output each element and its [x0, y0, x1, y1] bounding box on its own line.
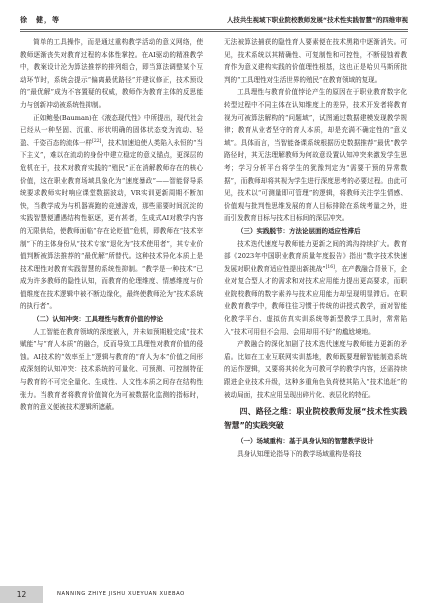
subsection-heading: [224, 435, 407, 448]
body-paragraph: [20, 326, 203, 414]
header-running-title: 人技共生视域下职业院校教师发展“技术性实践智慧”的四维审视: [227, 16, 408, 24]
page-footer: [0, 586, 427, 603]
subsection-heading: [20, 313, 203, 326]
paragraph-text: （一）场域重构：基于具身认知的智慧教学设计: [237, 437, 374, 446]
subsection-heading: [224, 225, 407, 238]
section-heading: [224, 405, 407, 432]
body-paragraph: [224, 86, 407, 225]
page-number: 12: [0, 586, 43, 603]
paragraph-text: 人工智能在教育领域的深度嵌入，并未如预期般完成“技术赋能”与“育人本质”的融合，反而导致工具理性对教育价值的侵蚀。AI技术的“效率至上”逻辑与教育的“育人为本”价值之间形成深刻的认知冲突：技术系统的可量化、可预测、可控制特征与教育的不可完全量化、生成性、人文性本质之间存在结构性张力。当教育者将教育价值简化为可被数据化监测的指标时，教育的意义便被技术逻辑所遮蔽。: [20, 327, 203, 412]
paragraph-text: 正如鲍曼(Bauman)在《液态现代性》中所提出，现代社会已经从一种坚固、沉重、形状明确的固体状态变为流动、轻盈、千姿百态的流体一样: [20, 113, 203, 147]
body-paragraph: [224, 238, 407, 339]
journal-name: NANNING ZHIYE JISHU XUEYUAN XUEBAO: [57, 591, 185, 597]
paragraph-text: 工具理性与教育价值悖论产生的原因在于职业教育数字化转型过程中不同主体在认知维度上的差异，技术开发者将教育视为可被算法解构的“问题域”，试图通过数据建模发现教学规律；教育从业者坚守的育人本质，却是充满不确定性的“意义域”。具体而言，当智能备课系统根据历史数据推荐“最优”教学路径时，其无法理解教师为何故意设置认知冲突来激发学生思考；学习分析平台将学生的犹豫判定为“需要干预的异常数据”，而教师却将其视为学生进行深度思考的必要过程。由此可见，技术以“可测量即可管理”的逻辑，将教师关注学生情感、价值观与批判性思维发展的育人目标排除在系统考量之外，进而引发教育目标与技术目标间的深层冲突。: [224, 88, 407, 223]
paragraph-text: 具身认知理论指导下的教学场域重构是将技: [237, 450, 362, 458]
paragraph-text-continued: ，技术加速迫使人类陷入永恒的“当下主义”，难以在流动的身份中建立稳定的意义锚点，更深层的危机在于，技术对教育实践的“殖民”正在消解教师存在的核心价值，这在职业教育场域具象化为“速度暴政”——智能督导系统要求教师实时响应课堂数据波动，VR实训更新周期不断加快，当教学成为与机器赛跑的竞速游戏，那些需要时间沉淀的实践智慧便遭遇结构性驱逐，更有甚者，生成式AI对教学内容的无限供给，使教师面临“存在论贬值”危机，即教师在“技术宰制”下的主体身份从“技术专家”退化为“技术使用者”，其专业价值判断被算法推荐的“最优解”所替代。这种技术异化本质上是技术理性对教育实践智慧的系统性抑制。“教学是一种技术”已成为许多教师的隐性认知，而教育的伦理维度、情感维度与价值维度在技术逻辑中被不断边缘化，最终使教师沦为“技术系统的执行者”。: [20, 138, 203, 311]
paragraph-text: 技术迭代速度与教师能力更新之间的鸿沟持续扩大。教育部《2023年中国职业教育质量年度报告》指出“数字技术快速发展对职业教育适应性提出新挑战”: [224, 239, 407, 273]
paragraph-text: 四、路径之维：职业院校教师发展“技术性实践智慧”的实践突破: [224, 407, 407, 430]
citation-marker: [16]: [325, 264, 335, 270]
body-paragraph: [20, 36, 203, 112]
paragraph-text: 简单的工具操作，而是通过重构教学活动的意义网络，使教师逐渐丧失对教育过程的本体性掌控。在AI驱动的精准教学中，教案设计沦为算法推荐的排列组合，即当算法调整某个互动环节时，系统会提示“偏离最优路径”并建议修正，技术预设的“最优解”成为不容置疑的权威，教师作为教育主体的反思能力与创新冲动被系统性抑制。: [20, 38, 203, 109]
paragraph-text-continued: ，在产教融合背景下，企业对复合型人才的需求和对技术应用能力提出更高要求，而职业院校教师的数字素养与技术应用能力却呈现明显滞后。在职业教育教学中，教师往往习惯于传统的讲授式教学，面对智能化教学平台、虚拟仿真实训系统等新型教学工具时，常常陷入“技术可用但不会用、会用却用不好”的尴尬境地。: [224, 264, 407, 336]
paragraph-text: 无法被算法捕获的隐性育人要素便在技术黑箱中逐渐消失。可见，技术系统以其精确性、可复制性和可控性，不断侵蚀着教育作为意义建构实践的价值理性根基，这也正是哈贝马斯所批判的“工具理性对生活世界的殖民”在教育领域的复现。: [224, 38, 407, 84]
left-column: [20, 36, 203, 414]
body-paragraph: [224, 338, 407, 401]
paragraph-text: （三）实践脱节：方法论层面的适应性滞后: [237, 226, 361, 235]
paragraph-text: 产教融合的深化加剧了技术迭代速度与教师能力更新的矛盾。比如在工业互联网实训基地，教师既要理解智能制造系统的运作逻辑，又要将其转化为可教可学的教学内容，还需持续跟进企业技术升级，这种多重角色负荷使其陷入“技术追赶”的被动局面，技术应用呈现出碎片化、表层化的特征。: [224, 340, 407, 399]
body-paragraph: [20, 112, 203, 314]
page-header: [20, 12, 408, 28]
citation-marker: [22]: [92, 138, 102, 144]
header-author: 徐 健，等: [20, 16, 60, 24]
body-paragraph: [224, 448, 407, 461]
paragraph-text: （二）认知冲突：工具理性与教育价值的悖论: [33, 315, 163, 324]
right-column: [224, 36, 407, 461]
header-rule-top: [20, 29, 408, 30]
header-rule-bottom: [20, 31, 408, 32]
body-paragraph: [224, 36, 407, 86]
